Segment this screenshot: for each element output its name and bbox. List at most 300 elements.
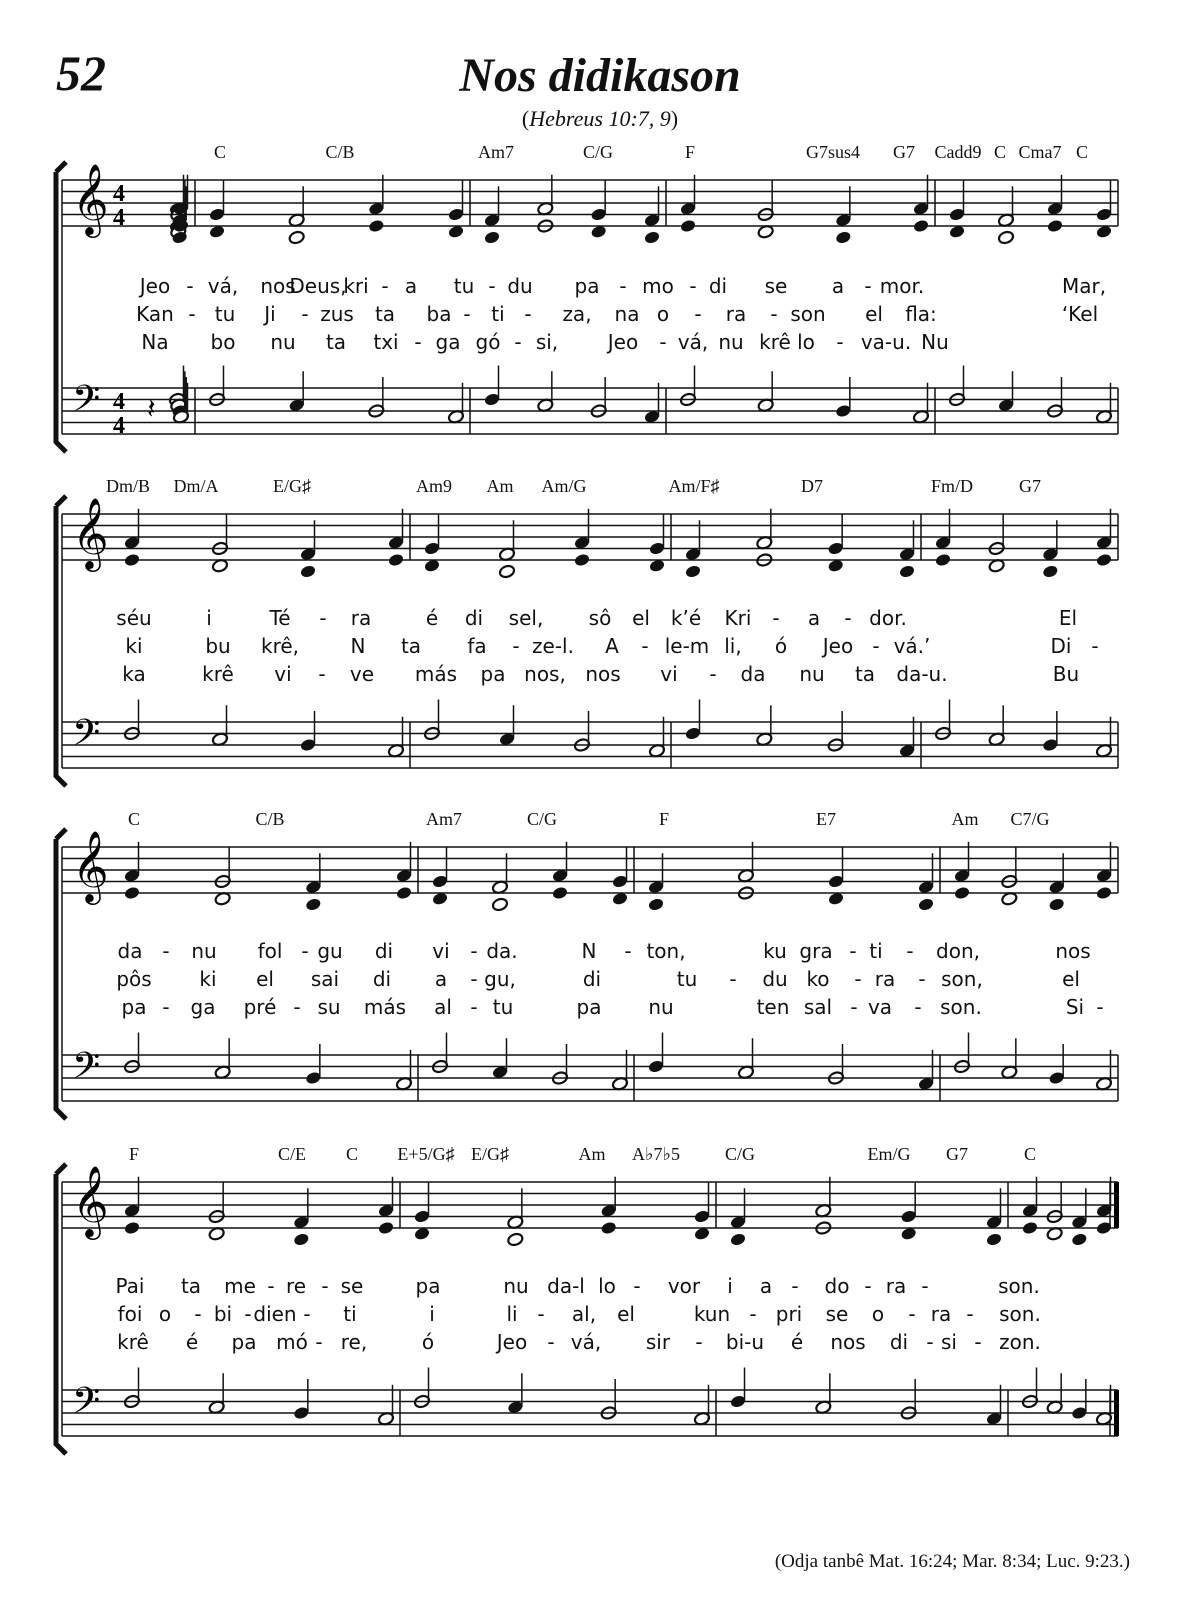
lyric-syllable: é (425, 606, 439, 630)
lyric-syllable: di (372, 967, 392, 991)
chord-symbol: C/G (582, 142, 614, 162)
lyric-syllable: el (632, 606, 650, 630)
notes-layer (168, 175, 1112, 424)
lyric-syllable: vi (274, 662, 292, 686)
lyric-syllable: son. (940, 995, 982, 1019)
lyric-syllable: vá, (207, 274, 239, 298)
lyric-syllable: se (340, 1274, 364, 1298)
lyric-syllable: ta (400, 634, 422, 658)
quarter-notehead (1071, 1232, 1088, 1247)
lyric-syllable: - (908, 1302, 916, 1326)
chord-symbol: Am (486, 476, 514, 496)
lyric-syllable: ze-l. (532, 634, 574, 658)
lyric-syllable: - (864, 274, 872, 298)
lyric-syllable: - (641, 634, 649, 658)
quarter-rest-icon: 𝄽 (147, 392, 156, 425)
lyric-syllable: pa (231, 1330, 257, 1354)
lyric-syllable: pri (775, 1302, 803, 1326)
lyric-syllable: pa (415, 1274, 441, 1298)
lyric-syllable: ‘Kel (1061, 302, 1099, 326)
lyric-syllable: sel, (508, 606, 544, 630)
treble-time-signature-denominator: 4 (113, 205, 125, 231)
lyric-syllable: el (1062, 967, 1080, 991)
treble-clef-icon: 𝄞 (72, 162, 109, 235)
lyric-syllable: li (506, 1302, 518, 1326)
lyric-syllable: - (1096, 995, 1104, 1019)
lyric-syllable: - (849, 939, 857, 963)
bass-staff (62, 1390, 1118, 1436)
hymn-number: 52 (56, 45, 106, 101)
chord-symbol: C (127, 809, 141, 829)
lyric-syllable: tu (453, 274, 475, 298)
bass-clef-icon: 𝄢 (72, 378, 101, 429)
lyric-syllable: se (825, 1302, 849, 1326)
lyric-syllable: nu (503, 1274, 529, 1298)
lyric-syllable: ta (325, 330, 347, 354)
chord-symbol: C/G (724, 1144, 756, 1164)
lyric-syllable: - (470, 939, 478, 963)
lyric-syllable: a (807, 606, 821, 630)
lyric-syllable: na (614, 302, 640, 326)
lyric-syllable: gó (475, 330, 501, 354)
lyric-syllable: sai (310, 967, 340, 991)
lyric-syllable: bo (210, 330, 236, 354)
lyric-syllable: o (656, 302, 670, 326)
lyric-syllable: ra (930, 1302, 952, 1326)
lyric-syllable: dor. (869, 606, 907, 630)
lyric-syllable: - (381, 274, 389, 298)
lyric-syllable: - (844, 606, 852, 630)
lyric-syllable: Si (1065, 995, 1085, 1019)
lyric-syllable: nos, (524, 662, 566, 686)
lyric-syllable: el (617, 1302, 635, 1326)
lyric-syllable: son. (999, 1302, 1041, 1326)
system-4 (56, 1144, 1119, 1454)
lyric-syllable: ku (763, 939, 787, 963)
lyric-syllable: le-m (664, 634, 710, 658)
chord-symbol: Am (578, 1144, 606, 1164)
lyric-syllable: krê, (260, 634, 300, 658)
lyric-syllable: Jeo (139, 274, 171, 298)
chord-symbol: Am7 (478, 142, 514, 162)
lyric-syllable: - (301, 302, 309, 326)
lyric-syllable: Jeo (822, 634, 854, 658)
lyric-syllable: - (836, 330, 844, 354)
lyric-syllable: nu (191, 939, 217, 963)
chord-symbol: Fm/D (930, 476, 974, 496)
bass-clef-icon: 𝄢 (72, 1045, 101, 1096)
half-notehead (491, 897, 508, 912)
chord-symbol: Am/F♯ (668, 476, 720, 496)
lyric-syllable: Bu (1052, 662, 1080, 686)
chord-symbol: G7 (1019, 476, 1041, 496)
lyric-syllable: a (831, 274, 845, 298)
quarter-notehead (985, 1232, 1002, 1247)
lyric-syllable: - (414, 330, 422, 354)
lyric-syllable: lo (797, 330, 815, 354)
lyric-syllable: - (488, 274, 496, 298)
quarter-notehead (1048, 897, 1065, 912)
lyric-syllable: Ji (264, 302, 276, 326)
lyric-syllable: fa (467, 634, 487, 658)
chord-symbol: C7/G (1010, 809, 1050, 829)
chord-symbol: E/G♯ (273, 476, 311, 496)
chord-symbol: C (1075, 142, 1089, 162)
system-bracket (56, 829, 66, 1119)
lyric-syllable: kun (693, 1302, 731, 1326)
lyric-syllable: di (374, 939, 394, 963)
chord-symbol: G7 (893, 142, 915, 162)
lyric-syllable: ó (421, 1330, 435, 1354)
lyric-syllable: é (185, 1330, 199, 1354)
lyric-syllable: sir (645, 1330, 671, 1354)
lyric-syllable: - (267, 1274, 275, 1298)
quarter-notehead (293, 1232, 310, 1247)
lyric-syllable: - (162, 939, 170, 963)
lyric-syllable: - (695, 1330, 703, 1354)
lyric-syllable: al (434, 995, 452, 1019)
chord-symbol: Am9 (416, 476, 452, 496)
chord-symbol: Cma7 (1018, 142, 1062, 162)
lyric-syllable: - (194, 1302, 202, 1326)
chord-symbol: Dm/A (173, 476, 219, 496)
lyric-syllable: El (1058, 606, 1078, 630)
quarter-notehead (835, 230, 852, 245)
lyric-syllable: me (224, 1274, 256, 1298)
system-bracket (56, 1164, 66, 1454)
lyric-syllable: vá, (570, 1330, 602, 1354)
lyric-syllable: Jeo (496, 1330, 528, 1354)
lyric-syllable: - (1091, 634, 1099, 658)
lyric-syllable: ba (426, 302, 452, 326)
lyric-syllable: - (729, 967, 737, 991)
lyric-syllable: nu (648, 995, 674, 1019)
lyric-syllable: pôs (116, 967, 152, 991)
chord-symbol: F (128, 1144, 140, 1164)
lyric-syllable: ko (806, 967, 830, 991)
lyric-syllable: gu, (484, 967, 516, 991)
lyric-syllable: - (319, 606, 327, 630)
lyric-syllable: ti (869, 939, 883, 963)
lyric-syllable: txi (373, 330, 399, 354)
lyric-syllable: du (762, 967, 788, 991)
chord-symbol: C (345, 1144, 359, 1164)
lyric-syllable: - (659, 330, 667, 354)
lyric-syllable: - (864, 1274, 872, 1298)
half-notehead (997, 230, 1014, 245)
quarter-notehead (305, 897, 322, 912)
bass-clef-icon: 𝄢 (72, 1380, 101, 1431)
lyric-syllable: - (512, 634, 520, 658)
lyric-syllable: a (759, 1274, 773, 1298)
lyric-syllable: gra (799, 939, 833, 963)
lyric-syllable: el (256, 967, 274, 991)
lyric-syllable: dien (253, 1302, 297, 1326)
lyric-syllable: ti (491, 302, 505, 326)
lyric-syllable: son (790, 302, 826, 326)
lyric-syllable: vor (667, 1274, 701, 1298)
lyric-syllable: - (162, 995, 170, 1019)
lyric-syllable: vi (660, 662, 678, 686)
lyric-syllable: - (770, 302, 778, 326)
lyric-syllable: más (363, 995, 407, 1019)
reference-close-paren: ) (670, 106, 679, 131)
lyric-syllable: - (315, 1330, 323, 1354)
lyric-syllable: Mar, (1061, 274, 1107, 298)
lyric-syllable: pa (480, 662, 506, 686)
lyric-syllable: di (582, 967, 602, 991)
chord-symbol: E7 (816, 809, 836, 829)
lyric-syllable: é (790, 1330, 804, 1354)
lyric-syllable: do (824, 1274, 850, 1298)
lyric-syllable: ka (122, 662, 146, 686)
system-2 (56, 476, 1118, 786)
lyric-syllable: krê (759, 330, 791, 354)
hymn-title: Nos didikason (459, 49, 741, 102)
chord-symbol: C/B (325, 142, 355, 162)
reference-open-paren: ( (521, 106, 530, 131)
quarter-notehead (647, 897, 664, 912)
lyric-syllable: - (974, 1330, 982, 1354)
lyric-syllable: ó (774, 634, 788, 658)
lyric-syllable: mo (642, 274, 674, 298)
lyric-syllable: - (463, 302, 471, 326)
lyric-syllable: di (889, 1330, 909, 1354)
lyric-syllable: - (749, 1302, 757, 1326)
chord-symbol: G7 (946, 1144, 968, 1164)
lyric-syllable: Jeo (607, 330, 639, 354)
chord-symbol: C (993, 142, 1007, 162)
lyric-syllable: - (524, 302, 532, 326)
quarter-notehead (1042, 564, 1059, 579)
lyric-syllable: ki (199, 967, 217, 991)
lyric-syllable: ra (350, 606, 372, 630)
lyric-syllable: re, (340, 1330, 368, 1354)
chord-symbol: C/E (277, 1144, 307, 1164)
lyric-syllable: mor. (879, 274, 925, 298)
lyric-syllable: al, (571, 1302, 597, 1326)
lyric-syllable: sal (803, 995, 833, 1019)
treble-staff (62, 180, 1118, 226)
half-notehead (498, 564, 515, 579)
half-notehead (507, 1232, 524, 1247)
lyric-syllable: zon. (999, 1330, 1041, 1354)
lyric-syllable: - (186, 274, 194, 298)
lyric-syllable: re (285, 1274, 307, 1298)
lyric-syllable: da-u. (896, 662, 948, 686)
bass-clef-icon: 𝄢 (72, 712, 101, 763)
lyric-syllable: Nu (921, 330, 949, 354)
lyric-syllable: Kri (724, 606, 752, 630)
lyric-syllable: da (117, 939, 143, 963)
lyric-syllable: don, (936, 939, 980, 963)
lyric-syllable: Deus, (289, 274, 347, 298)
lyric-syllable: ton, (646, 939, 686, 963)
lyric-syllable: ga (190, 995, 216, 1019)
lyric-syllable: - (854, 967, 862, 991)
reference-text: Hebreus 10:7, 9 (529, 106, 671, 131)
lyric-syllable: - (470, 995, 478, 1019)
lyric-syllable: a (404, 274, 418, 298)
lyric-syllable: - (772, 606, 780, 630)
chord-symbol: Am7 (426, 809, 462, 829)
lyric-syllable: pa (576, 995, 602, 1019)
lyric-syllable: si (941, 1330, 957, 1354)
lyric-syllable: krê (117, 1330, 149, 1354)
lyric-syllable: pa (121, 995, 147, 1019)
lyric-syllable: tu (492, 995, 514, 1019)
chord-symbol: Em/G (867, 1144, 911, 1164)
lyric-syllable: lo (598, 1274, 616, 1298)
system-bracket (56, 496, 66, 786)
lyric-syllable: i (429, 1302, 435, 1326)
lyric-syllable: pré (243, 995, 277, 1019)
quarter-notehead (643, 230, 660, 245)
chord-symbol: F (684, 142, 696, 162)
quarter-notehead (684, 564, 701, 579)
lyric-syllable: vá, (677, 330, 709, 354)
quarter-notehead (898, 564, 915, 579)
lyric-syllable: N (581, 939, 597, 963)
lyric-syllable: ra (874, 967, 896, 991)
lyric-syllable: ra (885, 1274, 907, 1298)
bass-time-signature-denominator: 4 (113, 413, 125, 439)
lyric-syllable: nos (830, 1330, 866, 1354)
chord-symbol: Am (951, 809, 979, 829)
lyric-syllable: séu (116, 606, 152, 630)
lyric-syllable: k’é (670, 606, 702, 630)
lyric-syllable: vá.’ (893, 634, 931, 658)
lyric-syllable: Na (141, 330, 169, 354)
lyric-syllable: - (709, 662, 717, 686)
lyric-syllable: sô (588, 606, 612, 630)
half-notehead (288, 230, 305, 245)
lyric-syllable: - (926, 1330, 934, 1354)
lyric-syllable: gu (317, 939, 343, 963)
chord-symbol: Am/G (541, 476, 587, 496)
treble-time-signature-numerator: 4 (113, 181, 125, 207)
lyric-syllable: du (507, 274, 533, 298)
lyric-syllable: ki (125, 634, 143, 658)
chord-symbol: F (658, 809, 670, 829)
chord-symbol: A♭7♭5 (632, 1144, 680, 1164)
lyric-syllable: ga (435, 330, 461, 354)
lyric-syllable: nos (260, 274, 296, 298)
lyric-syllable: o (871, 1302, 885, 1326)
lyric-syllable: el (865, 302, 883, 326)
quarter-notehead (299, 564, 316, 579)
lyric-syllable: li, (724, 634, 742, 658)
lyric-syllable: - (689, 274, 697, 298)
lyric-syllable: - (921, 1274, 929, 1298)
system-bracket (56, 162, 66, 452)
quarter-notehead (483, 230, 500, 245)
lyric-syllable: - (694, 302, 702, 326)
lyric-syllable: nu (799, 662, 825, 686)
lyric-syllable: tu (676, 967, 698, 991)
lyric-syllable: - (514, 330, 522, 354)
lyric-syllable: nu (718, 330, 744, 354)
lyric-syllable: bi (213, 1302, 233, 1326)
chord-symbol: D7 (801, 476, 823, 496)
lyric-syllable: - (791, 1274, 799, 1298)
lyric-syllable: más (414, 662, 458, 686)
lyric-syllable: ta (374, 302, 396, 326)
lyric-syllable: da-l (547, 1274, 585, 1298)
lyric-syllable: krê (202, 662, 234, 686)
lyric-syllable: vi (432, 939, 450, 963)
system-1 (56, 142, 1118, 452)
lyric-syllable: Di (1050, 634, 1072, 658)
lyric-syllable: - (966, 1302, 974, 1326)
lyric-syllable: zus (320, 302, 354, 326)
lyric-syllable: va (867, 995, 893, 1019)
lyric-syllable: - (624, 939, 632, 963)
lyric-syllable: - (850, 995, 858, 1019)
lyric-syllable: - (244, 1302, 252, 1326)
lyric-syllable: i (206, 606, 212, 630)
lyric-syllable: pa (574, 274, 600, 298)
chord-symbol: Dm/B (105, 476, 151, 496)
lyric-syllable: - (321, 1274, 329, 1298)
lyric-syllable: bu (205, 634, 231, 658)
lyric-syllable: - (914, 995, 922, 1019)
lyric-syllable: son. (998, 1274, 1040, 1298)
lyric-syllable: N (350, 634, 366, 658)
lyric-syllable: - (470, 967, 478, 991)
lyric-syllable: da. (486, 939, 518, 963)
lyric-syllable: - (188, 302, 196, 326)
lyric-syllable: - (918, 967, 926, 991)
lyric-syllable: - (547, 1330, 555, 1354)
lyric-syllable: ve (349, 662, 375, 686)
lyric-syllable: bi-u (725, 1330, 765, 1354)
lyric-syllable: nu (270, 330, 296, 354)
lyric-syllable: Té (269, 606, 291, 630)
lyric-syllable: fol (257, 939, 283, 963)
lyric-syllable: va-u. (860, 330, 912, 354)
lyric-syllable: - (301, 939, 309, 963)
lyric-syllable: mó (276, 1330, 308, 1354)
chord-symbol: C/G (526, 809, 558, 829)
chord-symbol: Cadd9 (934, 142, 982, 162)
treble-clef-icon: 𝄞 (72, 829, 109, 902)
lyric-syllable: su (317, 995, 341, 1019)
chord-symbol: E/G♯ (471, 1144, 509, 1164)
system-3 (56, 809, 1118, 1119)
lyric-syllable: di (708, 274, 728, 298)
lyric-syllable: - (293, 995, 301, 1019)
lyric-syllable: ta (854, 662, 876, 686)
lyric-syllable: i (727, 1274, 733, 1298)
lyric-syllable: - (303, 1302, 311, 1326)
lyric-syllable: - (318, 662, 326, 686)
lyric-syllable: ti (343, 1302, 357, 1326)
lyric-syllable: ta (180, 1274, 202, 1298)
chord-symbol: G7sus4 (805, 142, 861, 162)
lyric-syllable: ten (756, 995, 790, 1019)
lyric-syllable: Pai (115, 1274, 145, 1298)
lyric-syllable: son, (941, 967, 983, 991)
lyric-syllable: foi (117, 1302, 143, 1326)
lyric-syllable: - (619, 274, 627, 298)
treble-clef-icon: 𝄞 (72, 1164, 109, 1237)
lyric-syllable: di (464, 606, 484, 630)
chord-symbol: C (213, 142, 227, 162)
lyric-syllable: nos (1055, 939, 1091, 963)
chord-symbol: C/B (255, 809, 285, 829)
lyric-syllable: - (906, 939, 914, 963)
